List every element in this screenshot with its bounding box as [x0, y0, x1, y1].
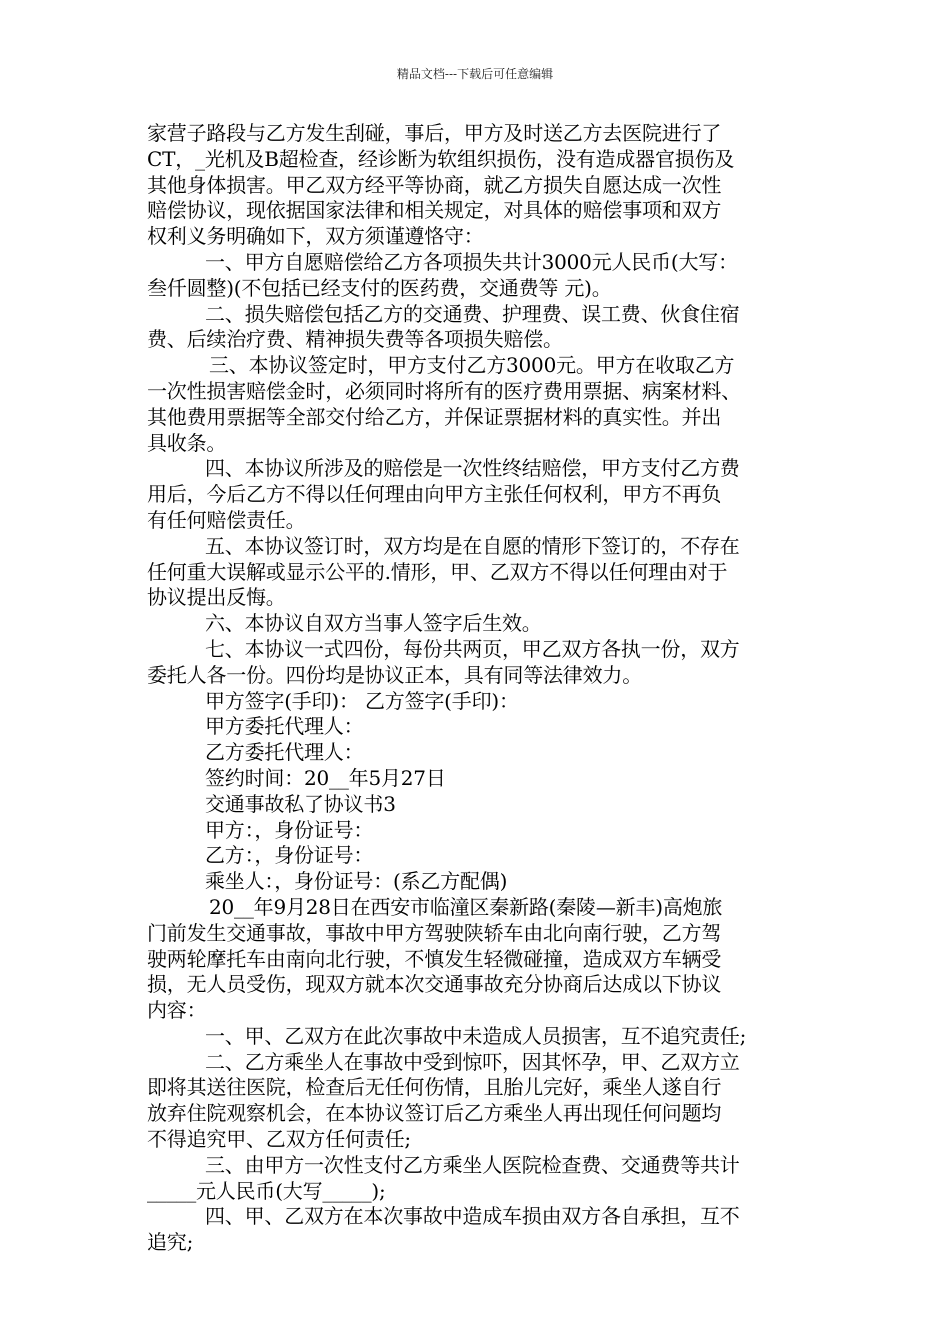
- text-line: 赔偿协议，现依据国家法律和相关规定，对具体的赔偿事项和双方: [147, 198, 722, 223]
- text-line: 权利义务明确如下，双方须谨遵恪守：: [147, 224, 484, 249]
- text-line: 四、甲、乙双方在本次事故中造成车损由双方各自承担，互不: [205, 1204, 740, 1229]
- text-line: 交通事故私了协议书3: [205, 791, 396, 816]
- text-line: 甲方委托代理人：: [205, 714, 364, 739]
- text-line: 委托人各一份。四份均是协议正本，具有同等法律效力。: [147, 662, 642, 687]
- text-line: 叁仟圆整)(不包括已经支付的医药费，交通费等 元)。: [147, 275, 612, 300]
- text-line: 任何重大误解或显示公平的.情形，甲、乙双方不得以任何理由对于: [147, 559, 728, 584]
- text-line: 内容：: [147, 998, 207, 1023]
- text-line: 费、后续治疗费、精神损失费等各项损失赔偿。: [147, 327, 563, 352]
- text-line: 驶两轮摩托车由南向北行驶，不慎发生轻微碰撞，造成双方车辆受: [147, 946, 722, 971]
- text-line: 损，无人员受伤，现双方就本次交通事故充分协商后达成以下协议: [147, 972, 722, 997]
- text-line: 乘坐人：，身份证号：(系乙方配偶): [205, 869, 508, 894]
- text-line: 即将其送往医院，检查后无任何伤情，且胎儿完好，乘坐人遂自行: [147, 1075, 722, 1100]
- text-line: 五、本协议签订时，双方均是在自愿的情形下签订的，不存在: [205, 533, 740, 558]
- text-line: 四、本协议所涉及的赔偿是一次性终结赔偿，甲方支付乙方费: [205, 456, 740, 481]
- page-header: 精品文档---下载后可任意编辑: [396, 67, 554, 81]
- text-line: CT，_光机及B超检查，经诊断为软组织损伤，没有造成器官损伤及: [147, 146, 735, 171]
- text-line: 其他费用票据等全部交付给乙方，并保证票据材料的真实性。并出: [147, 404, 722, 429]
- text-line: 一、甲、乙双方在此次事故中未造成人员损害，互不追究责任;: [205, 1023, 747, 1048]
- text-line: 签约时间：20__年5月27日: [205, 765, 446, 790]
- text-line: 具收条。: [147, 430, 227, 455]
- text-line: 一次性损害赔偿金时，必须同时将所有的医疗费用票据、病案材料、: [147, 378, 741, 403]
- text-line: 用后，今后乙方不得以任何理由向甲方主张任何权利，甲方不再负: [147, 482, 722, 507]
- text-line: 六、本协议自双方当事人签字后生效。: [205, 611, 542, 636]
- text-line: 一、甲方自愿赔偿给乙方各项损失共计3000元人民币(大写：: [205, 249, 738, 274]
- text-line: 不得追究甲、乙双方任何责任;: [147, 1127, 411, 1152]
- text-line: 乙方：，身份证号：: [205, 843, 374, 868]
- text-line: 二、损失赔偿包括乙方的交通费、护理费、误工费、伙食住宿: [205, 301, 740, 326]
- text-line: 有任何赔偿责任。: [147, 507, 306, 532]
- text-line: 甲方：，身份证号：: [205, 817, 374, 842]
- text-line: 甲方签字(手印)： 乙方签字(手印)：: [205, 688, 519, 713]
- text-line: 协议提出反悔。: [147, 585, 286, 610]
- text-line: 家营子路段与乙方发生刮碰，事后，甲方及时送乙方去医院进行了: [147, 121, 722, 145]
- document-body: [147, 121, 809, 1256]
- text-line: 二、乙方乘坐人在事故中受到惊吓，因其怀孕，甲、乙双方立: [205, 1049, 740, 1074]
- text-line: 追究;: [147, 1230, 194, 1255]
- text-line: 20__年9月28日在西安市临潼区秦新路(秦陵—新丰)高炮旅: [209, 894, 723, 919]
- text-line: 三、由甲方一次性支付乙方乘坐人医院检查费、交通费等共计: [205, 1152, 740, 1177]
- text-line: 门前发生交通事故，事故中甲方驾驶陕轿车由北向南行驶，乙方驾: [147, 920, 722, 945]
- text-line: 其他身体损害。甲乙双方经平等协商，就乙方损失自愿达成一次性: [147, 172, 722, 197]
- text-line: 放弃住院观察机会，在本协议签订后乙方乘坐人再出现任何问题均: [147, 1101, 722, 1126]
- text-line: 三、本协议签定时，甲方支付乙方3000元。甲方在收取乙方: [209, 353, 735, 378]
- text-line: _____元人民币(大写_____);: [147, 1178, 386, 1203]
- text-line: 乙方委托代理人：: [205, 740, 364, 765]
- text-line: 七、本协议一式四份，每份共两页，甲乙双方各执一份，双方: [205, 636, 740, 661]
